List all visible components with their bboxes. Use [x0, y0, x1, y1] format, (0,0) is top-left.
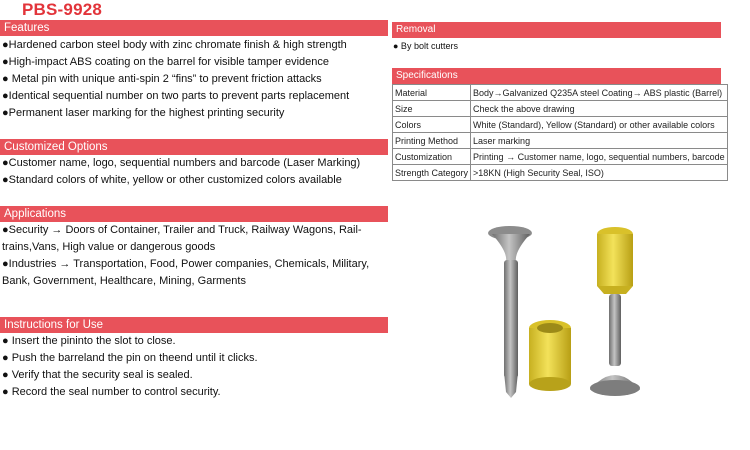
features-item: ●Permanent laser marking for the highest printing security [2, 107, 285, 119]
spec-key: Customization [393, 149, 471, 165]
table-row [393, 133, 728, 149]
customized-item: ●Customer name, logo, sequential numbers and barcode (Laser Marking) [2, 157, 361, 169]
instructions-item: ● Record the seal number to control security. [2, 386, 221, 398]
instructions-item: ● Push the barreland the pin on theend until it clicks. [2, 352, 258, 364]
table-row [393, 149, 728, 165]
instructions-heading: Instructions for Use [0, 317, 388, 333]
spec-value: White (Standard), Yellow (Standard) or other available colors [471, 117, 728, 133]
removal-item: ● By bolt cutters [393, 41, 458, 51]
bolt-seal-image [480, 222, 660, 412]
features-item: ●High-impact ABS coating on the barrel for visible tamper evidence [2, 56, 330, 68]
instructions-list [2, 333, 258, 401]
table-row [393, 101, 728, 117]
spec-value: Body→Galvanized Q235A steel Coating→ ABS plastic (Barrel) [471, 85, 728, 101]
features-list [2, 37, 349, 122]
features-item: ●Identical sequential number on two parts to prevent parts replacement [2, 90, 350, 102]
applications-item: ●Industries → Transportation, Food, Power companies, Chemicals, Military, Bank, Government, Healthcare, Mining, Garments [2, 258, 370, 287]
bolt-pin-part [488, 226, 532, 398]
spec-key: Colors [393, 117, 471, 133]
table-row [393, 117, 728, 133]
specifications-table [392, 84, 728, 181]
instructions-item: ● Verify that the security seal is sealed. [2, 369, 193, 381]
table-row [393, 85, 728, 101]
spec-value: Printing → Customer name, logo, sequential numbers, barcode [471, 149, 728, 165]
table-row [393, 165, 728, 181]
spec-key: Size [393, 101, 471, 117]
spec-key: Printing Method [393, 133, 471, 149]
spec-key: Strength Category [393, 165, 471, 181]
features-heading: Features [0, 20, 388, 36]
customized-heading: Customized Options [0, 139, 388, 155]
removal-heading: Removal [392, 22, 721, 38]
specifications-heading: Specifications [392, 68, 721, 84]
spec-key: Material [393, 85, 471, 101]
spec-value: Check the above drawing [471, 101, 728, 117]
customized-list [2, 155, 360, 189]
spec-value: Laser marking [471, 133, 728, 149]
product-title: PBS-9928 [22, 0, 103, 19]
applications-heading: Applications [0, 206, 388, 222]
bolt-barrel-part [590, 227, 640, 396]
removal-list [393, 39, 458, 53]
features-item: ● Metal pin with unique anti-spin 2 “fins” to prevent friction attacks [2, 73, 322, 85]
customized-item: ●Standard colors of white, yellow or other customized colors available [2, 174, 342, 186]
instructions-item: ● Insert the pininto the slot to close. [2, 335, 176, 347]
spec-value: >18KN (High Security Seal, ISO) [471, 165, 728, 181]
applications-list [2, 222, 380, 290]
features-item: ●Hardened carbon steel body with zinc chromate finish & high strength [2, 39, 347, 51]
bolt-bushing-part [529, 320, 571, 391]
applications-item: ●Security → Doors of Container, Trailer and Truck, Railway Wagons, Rail-trains,Vans, High value or dangerous goods [2, 224, 362, 253]
